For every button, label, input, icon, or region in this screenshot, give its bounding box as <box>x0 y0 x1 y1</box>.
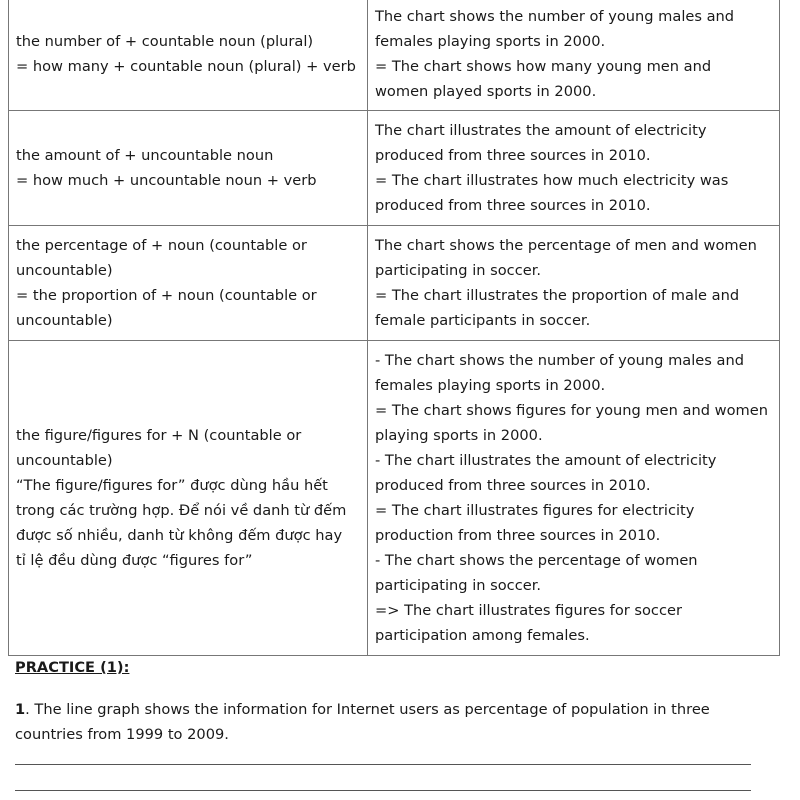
pattern-line: uncountable) <box>16 452 113 469</box>
exercise-number: 1 <box>15 701 26 718</box>
table-row <box>9 0 780 111</box>
example-cell <box>368 226 780 341</box>
example-line: participating in soccer. <box>375 262 541 279</box>
pattern-line: the percentage of + noun (countable or <box>16 237 307 254</box>
exercise-text: . The line graph shows the information for Internet users as percentage of population in three <box>25 701 710 718</box>
example-line: The chart shows the number of young males and <box>375 8 735 25</box>
example-line: = The chart illustrates figures for electricity <box>375 502 695 519</box>
pattern-line: “The figure/figures for” được dùng hầu hết <box>16 477 328 494</box>
pattern-cell <box>9 0 368 111</box>
table-row <box>9 226 780 341</box>
example-line: The chart shows the percentage of men and women <box>375 237 757 254</box>
example-line: = The chart illustrates how much electricity was <box>375 172 729 189</box>
example-line: participating in soccer. <box>375 577 541 594</box>
example-line: The chart illustrates the amount of electricity <box>375 122 707 139</box>
pattern-cell <box>9 111 368 226</box>
example-line: = The chart shows figures for young men and women <box>375 402 768 419</box>
exercise-line: countries from 1999 to 2009. <box>15 726 229 743</box>
example-line: - The chart shows the number of young males and <box>375 352 744 369</box>
example-line: playing sports in 2000. <box>375 427 543 444</box>
practice-heading: PRACTICE (1): <box>15 659 130 676</box>
example-line: - The chart illustrates the amount of electricity <box>375 452 717 469</box>
example-line: females playing sports in 2000. <box>375 377 606 394</box>
pattern-line: được số nhiều, danh từ không đếm được hay <box>16 527 343 544</box>
example-line: produced from three sources in 2010. <box>375 197 651 214</box>
pattern-line: = the proportion of + noun (countable or <box>16 287 317 304</box>
example-cell <box>368 0 780 111</box>
pattern-line: uncountable) <box>16 262 113 279</box>
answer-line[interactable] <box>15 764 751 765</box>
example-line: produced from three sources in 2010. <box>375 477 651 494</box>
example-line: participation among females. <box>375 627 590 644</box>
pattern-line: the number of + countable noun (plural) <box>16 33 314 50</box>
table-row <box>9 111 780 226</box>
example-line: => The chart illustrates figures for soccer <box>375 602 682 619</box>
exercise-line <box>15 697 755 722</box>
table-row <box>9 341 780 656</box>
example-line: = The chart shows how many young men and <box>375 58 712 75</box>
example-line: female participants in soccer. <box>375 312 591 329</box>
pattern-line: trong các trường hợp. Để nói về danh từ đếm <box>16 502 347 519</box>
pattern-line: the amount of + uncountable noun <box>16 147 274 164</box>
pattern-line: the figure/figures for + N (countable or <box>16 427 302 444</box>
pattern-line: tỉ lệ đều dùng được “figures for” <box>16 552 253 569</box>
example-line: - The chart shows the percentage of women <box>375 552 698 569</box>
example-cell <box>368 341 780 656</box>
example-line: produced from three sources in 2010. <box>375 147 651 164</box>
pattern-cell <box>9 226 368 341</box>
example-cell <box>368 111 780 226</box>
example-line: women played sports in 2000. <box>375 83 597 100</box>
pattern-cell <box>9 341 368 656</box>
example-line: = The chart illustrates the proportion of male and <box>375 287 740 304</box>
pattern-line: = how much + uncountable noun + verb <box>16 172 317 189</box>
exercise-1 <box>15 697 755 747</box>
answer-line[interactable] <box>15 790 751 791</box>
example-line: production from three sources in 2010. <box>375 527 661 544</box>
grammar-table <box>8 0 780 656</box>
pattern-line: uncountable) <box>16 312 113 329</box>
pattern-line: = how many + countable noun (plural) + verb <box>16 58 356 75</box>
example-line: females playing sports in 2000. <box>375 33 606 50</box>
